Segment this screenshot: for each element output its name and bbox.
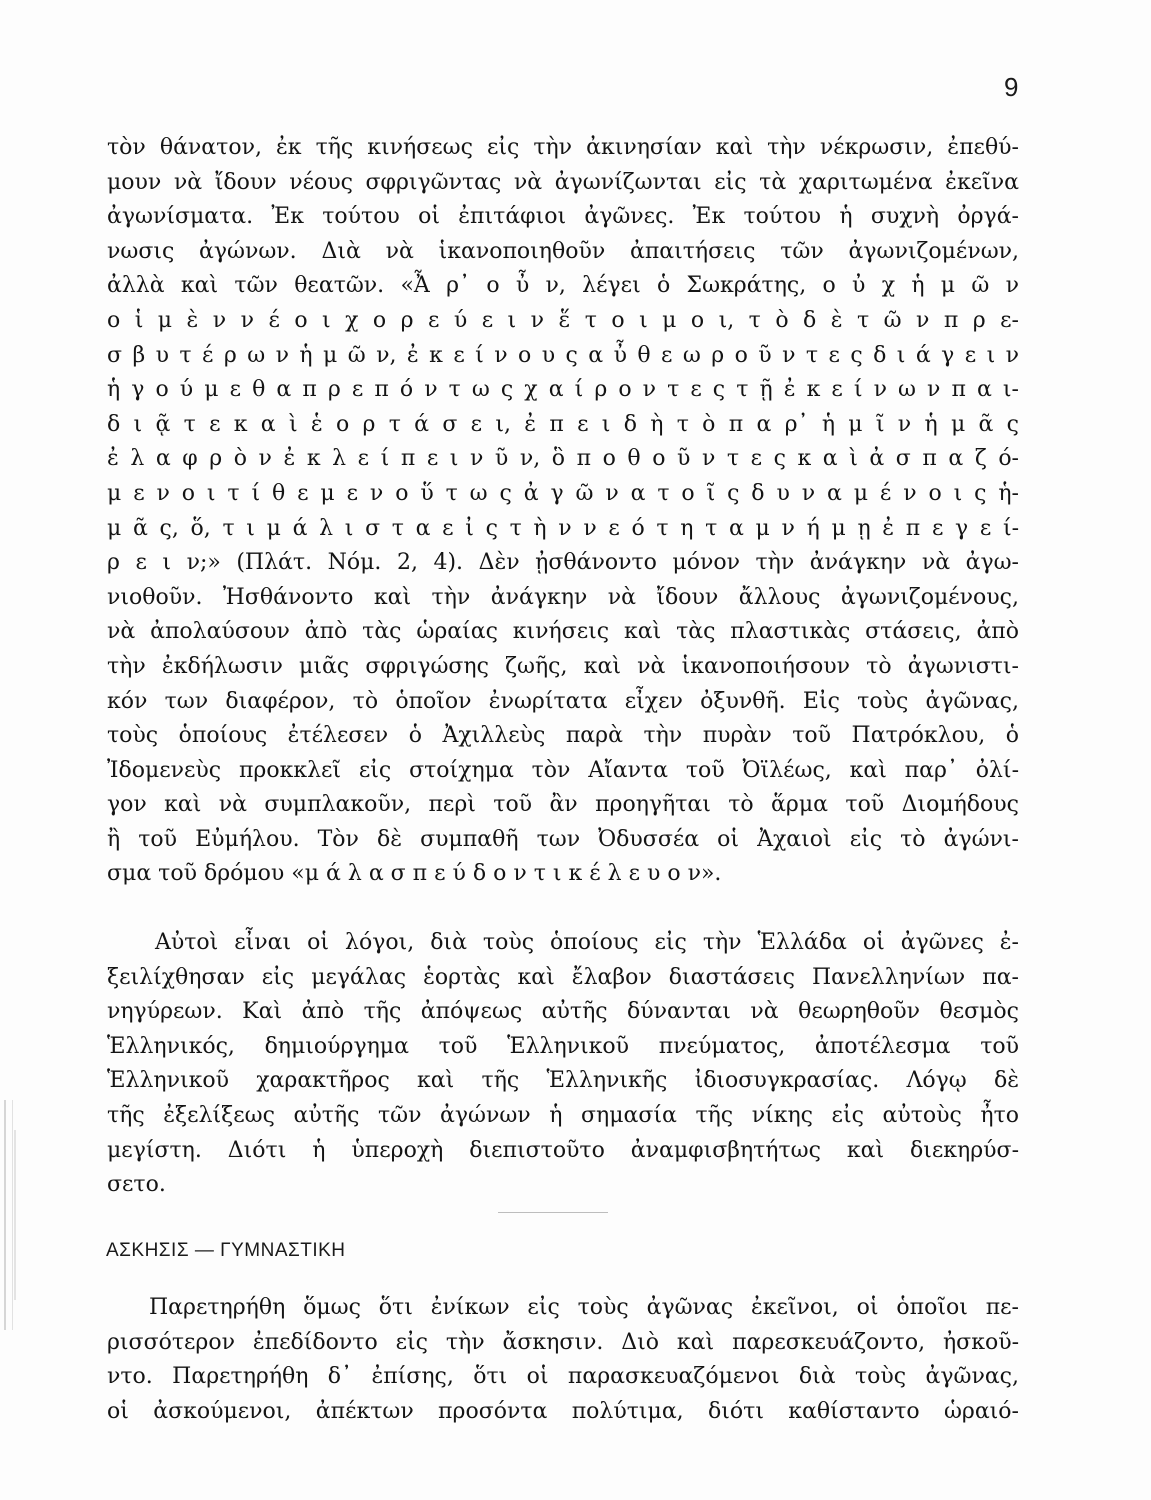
text-line: μ ε ν ο ι τ ί θ ε μ ε ν ο ὕ τ ω ς ἀ γ ῶ ν α τ ο ῖ ς δ υ ν α μ έ ν ο ι ς ἡ- xyxy=(107,480,1019,506)
text-line: σετο. xyxy=(107,1172,166,1198)
text-line: ἢ τοῦ Εὐμήλου. Τὸν δὲ συμπαθῆ των Ὀδυσσέα οἱ Ἀχαιοὶ εἰς τὸ ἀγώνι- xyxy=(107,826,1019,852)
text-line: Ἑλληνικοῦ χαρακτῆρος καὶ τῆς Ἑλληνικῆς ἰδιοσυγκρασίας. Λόγῳ δὲ xyxy=(107,1068,1019,1094)
text-line: Παρετηρήθη ὅμως ὅτι ἐνίκων εἰς τοὺς ἀγῶνας ἐκεῖνοι, οἱ ὁποῖοι πε- xyxy=(149,1295,1019,1320)
text-line: ρισσότερον ἐπεδίδοντο εἰς τὴν ἄσκησιν. Διὸ καὶ παρεσκευάζοντο, ἠσκοῦ- xyxy=(107,1329,1019,1355)
text-line: ξειλίχθησαν εἰς μεγάλας ἑορτὰς καὶ ἔλαβον διαστάσεις Πανελληνίων πα- xyxy=(107,964,1019,990)
text-line: σ β υ τ έ ρ ω ν ἡ μ ῶ ν, ἐ κ ε ί ν ο υ ς α ὖ θ ε ω ρ ο ῦ ν τ ε ς δ ι ά γ ε ι ν xyxy=(107,342,1019,368)
text-line: μ ᾶ ς, ὅ, τ ι μ ά λ ι σ τ α ε ἰ ς τ ὴ ν ν ε ό τ η τ α μ ν ή μ ῃ ἐ π ε γ ε ί- xyxy=(107,515,1019,541)
text-line: ρ ε ι ν;» (Πλάτ. Νόμ. 2, 4). Δὲν ᾐσθάνοντο μόνον τὴν ἀνάγκην νὰ ἀγω- xyxy=(107,550,1019,576)
text-line: μουν νὰ ἴδουν νέους σφριγῶντας νὰ ἀγωνίζωνται εἰς τὰ χαριτωμένα ἐκεῖνα xyxy=(107,169,1019,195)
text-line: σμα τοῦ δρόμου «μ ά λ α σ π ε ύ δ ο ν τ ι κ έ λ ε υ ο ν». xyxy=(107,861,722,887)
paragraph-1 xyxy=(107,131,1019,892)
text-line: γον καὶ νὰ συμπλακοῦν, περὶ τοῦ ἂν προηγῆται τὸ ἅρμα τοῦ Διομήδους xyxy=(107,792,1019,818)
text-line: ο ἱ μ ὲ ν ν έ ο ι χ ο ρ ε ύ ε ι ν ἕ τ ο ι μ ο ι, τ ὸ δ ὲ τ ῶ ν π ρ ε- xyxy=(107,307,1019,333)
text-line: Ἑλληνικός, δημιούργημα τοῦ Ἑλληνικοῦ πνεύματος, ἀποτέλεσμα τοῦ xyxy=(107,1033,1019,1059)
binding-thread-mark xyxy=(4,1100,13,1330)
text-line: ἡ γ ο ύ μ ε θ α π ρ ε π ό ν τ ω ς χ α ί ρ ο ν τ ε ς τ ῇ ἐ κ ε ί ν ω ν π α ι- xyxy=(107,377,1019,403)
page-number: 9 xyxy=(1004,72,1019,102)
text-line: ἐ λ α φ ρ ὸ ν ἐ κ λ ε ί π ε ι ν ῦ ν, ὃ π ο θ ο ῦ ν τ ε ς κ α ὶ ἀ σ π α ζ ό- xyxy=(107,446,1019,472)
text-line: κόν των διαφέρον, τὸ ὁποῖον ἐνωρίτατα εἶχεν ὀξυνθῆ. Εἰς τοὺς ἀγῶνας, xyxy=(107,688,1019,714)
text-line: τῆς ἐξελίξεως αὐτῆς τῶν ἀγώνων ἡ σημασία τῆς νίκης εἰς αὐτοὺς ἦτο xyxy=(107,1102,1019,1128)
text-line: τοὺς ὁποίους ἐτέλεσεν ὁ Ἀχιλλεὺς παρὰ τὴν πυρὰν τοῦ Πατρόκλου, ὁ xyxy=(107,723,1019,749)
section-heading: ΑΣΚΗΣΙΣ — ΓΥΜΝΑΣΤΙΚΗ xyxy=(106,1240,346,1261)
text-line: νηγύρεων. Καὶ ἀπὸ τῆς ἀπόψεως αὐτῆς δύνανται νὰ θεωρηθοῦν θεσμὸς xyxy=(107,999,1019,1025)
text-line: ἀγωνίσματα. Ἐκ τούτου οἱ ἐπιτάφιοι ἀγῶνες. Ἐκ τούτου ἡ συχνὴ ὀργά- xyxy=(107,204,1019,230)
paragraph-2 xyxy=(107,926,1019,1203)
text-line: ντο. Παρετηρήθη δ᾽ ἐπίσης, ὅτι οἱ παρασκευαζόμενοι διὰ τοὺς ἀγῶνας, xyxy=(107,1364,1019,1390)
text-line: τὴν ἐκδήλωσιν μιᾶς σφριγώσης ζωῆς, καὶ νὰ ἱκανοποιήσουν τὸ ἀγωνιστι- xyxy=(107,653,1019,679)
text-line: ἀλλὰ καὶ τῶν θεατῶν. «Ἆ ρ᾽ ο ὖ ν, λέγει ὁ Σωκράτης, ο ὐ χ ἡ μ ῶ ν xyxy=(107,273,1019,299)
text-line: νὰ ἀπολαύσουν ἀπὸ τὰς ὡραίας κινήσεις καὶ τὰς πλαστικὰς στάσεις, ἀπὸ xyxy=(107,619,1019,645)
text-line: μεγίστη. Διότι ἡ ὑπεροχὴ διεπιστοῦτο ἀναμφισβητήτως καὶ διεκηρύσ- xyxy=(107,1137,1019,1163)
text-line: νωσις ἀγώνων. Διὰ νὰ ἱκανοποιηθοῦν ἀπαιτήσεις τῶν ἀγωνιζομένων, xyxy=(107,238,1019,264)
paragraph-3 xyxy=(107,1291,1019,1429)
text-line: τὸν θάνατον, ἐκ τῆς κινήσεως εἰς τὴν ἀκινησίαν καὶ τὴν νέκρωσιν, ἐπεθύ- xyxy=(107,135,1019,160)
binding-thread-mark xyxy=(14,1130,16,1300)
text-line: οἱ ἀσκούμενοι, ἀπέκτων προσόντα πολύτιμα, διότι καθίσταντο ὡραιό- xyxy=(107,1398,1019,1424)
text-line: νιοθοῦν. Ἠσθάνοντο καὶ τὴν ἀνάγκην νὰ ἴδουν ἄλλους ἀγωνιζομένους, xyxy=(107,584,1019,610)
text-line: δ ι ᾷ τ ε κ α ὶ ἑ ο ρ τ ά σ ε ι, ἐ π ε ι δ ὴ τ ὸ π α ρ᾽ ἡ μ ῖ ν ἡ μ ᾶ ς xyxy=(107,411,1019,437)
text-line: Αὐτοὶ εἶναι οἱ λόγοι, διὰ τοὺς ὁποίους εἰς τὴν Ἑλλάδα οἱ ἀγῶνες ἐ- xyxy=(155,930,1019,955)
section-divider xyxy=(498,1212,608,1213)
text-line: Ἰδομενεὺς προκκλεῖ εἰς στοίχημα τὸν Αἴαντα τοῦ Ὀϊλέως, καὶ παρ᾽ ὀλί- xyxy=(107,757,1019,783)
